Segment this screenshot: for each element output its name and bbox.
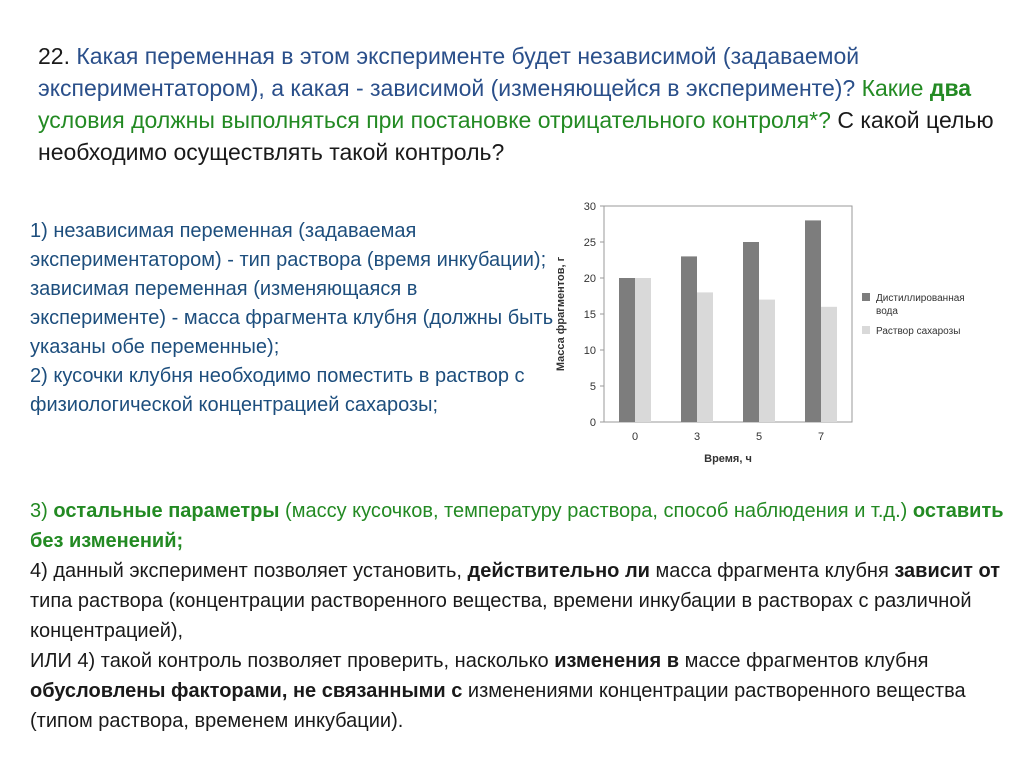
answer-item-4-alt-text-a: ИЛИ 4) такой контроль позволяет проверить, насколько [30, 650, 549, 672]
bar-sucrose-5 [759, 300, 775, 422]
answer-item-4-alt-bold-b: обусловлены факторами, не связанными с [30, 680, 463, 702]
bar-sucrose-0 [635, 278, 651, 422]
answer-item-3 [30, 496, 1005, 556]
answer-item-4 [30, 556, 1005, 646]
x-tick-label: 0 [631, 431, 639, 443]
question-text [38, 40, 998, 168]
answer-item-4-alt-bold-a: изменения в [554, 650, 679, 672]
bar-water-0 [619, 278, 635, 422]
answer-item-4-text-b: масса фрагмента клубня [655, 560, 889, 582]
answer-item-3-text: (массу кусочков, температуру раствора, способ наблюдения и т.д.) [285, 500, 908, 522]
answer-block-2 [30, 496, 1005, 736]
answer-item-3-bold-end: оставить без изменений; [30, 500, 1004, 552]
question-part-conditions-b: условия должны выполняться при постановке отрицательного контроля*? [38, 107, 831, 133]
question-part-conditions-bold: два [929, 75, 972, 101]
y-tick-label: 15 [583, 309, 596, 321]
legend-swatch-water [862, 293, 870, 301]
y-tick-label: 0 [589, 417, 596, 429]
question-number: 22. [38, 43, 70, 69]
x-tick-label: 7 [817, 431, 825, 443]
y-tick-label: 25 [583, 237, 596, 249]
y-tick-label: 5 [589, 381, 596, 393]
bar-water-3 [681, 256, 697, 422]
x-tick-label: 3 [693, 431, 701, 443]
answer-block-1 [30, 217, 558, 420]
answer-item-4-alt-text-b: массе фрагментов клубня [684, 650, 929, 672]
answer-item-3-number: 3) [30, 500, 48, 522]
question-part-conditions-a: Какие [861, 75, 924, 101]
legend-label-water: Дистиллированная вода [876, 293, 965, 317]
answer-item-4-bold-b: зависит от [894, 560, 1001, 582]
answer-item-4-text-a: 4) данный эксперимент позволяет установить, [30, 560, 462, 582]
answer-item-4-alt [30, 646, 1005, 736]
y-tick-label: 10 [583, 345, 596, 357]
bar-water-7 [805, 220, 821, 422]
answer-item-3-bold: остальные параметры [53, 500, 280, 522]
y-tick-label: 20 [583, 273, 596, 285]
answer-item-4-bold-a: действительно ли [467, 560, 650, 582]
x-tick-label: 5 [755, 431, 763, 443]
answer-item-1: 1) независимая переменная (задаваемая экспериментатором) - тип раствора (время инкубации); зависимая переменная (изменяющаяся в эксперименте) - масса фрагмента клубня (должны быть указаны обе переменные); [30, 220, 554, 358]
bar-sucrose-7 [821, 307, 837, 422]
mass-bar-chart [548, 192, 1008, 472]
answer-item-4-alt-text-c: изменениями концентрации растворенного вещества (типом раствора, временем инкубации). [30, 680, 966, 732]
answer-item-2: 2) кусочки клубня необходимо поместить в раствор с физиологической концентрацией сахарозы; [30, 365, 525, 416]
question-part-variables: Какая переменная в этом эксперименте будет независимой (задаваемой экспериментатором), а какая - зависимой (изменяющейся в эксперименте)? [38, 43, 860, 101]
legend-label-sucrose: Раствор сахарозы [876, 326, 961, 337]
y-axis-label: Масса фрагментов, г [555, 256, 567, 372]
y-tick-label: 30 [583, 201, 596, 213]
question-part-purpose: С какой целью необходимо осуществлять такой контроль? [38, 107, 994, 165]
answer-item-4-text-c: типа раствора (концентрации растворенного вещества, времени инкубации в растворах с различной концентрацией), [30, 590, 972, 642]
bar-sucrose-3 [697, 292, 713, 422]
bar-water-5 [743, 242, 759, 422]
legend-swatch-sucrose [862, 326, 870, 334]
x-axis-label: Время, ч [704, 453, 752, 465]
